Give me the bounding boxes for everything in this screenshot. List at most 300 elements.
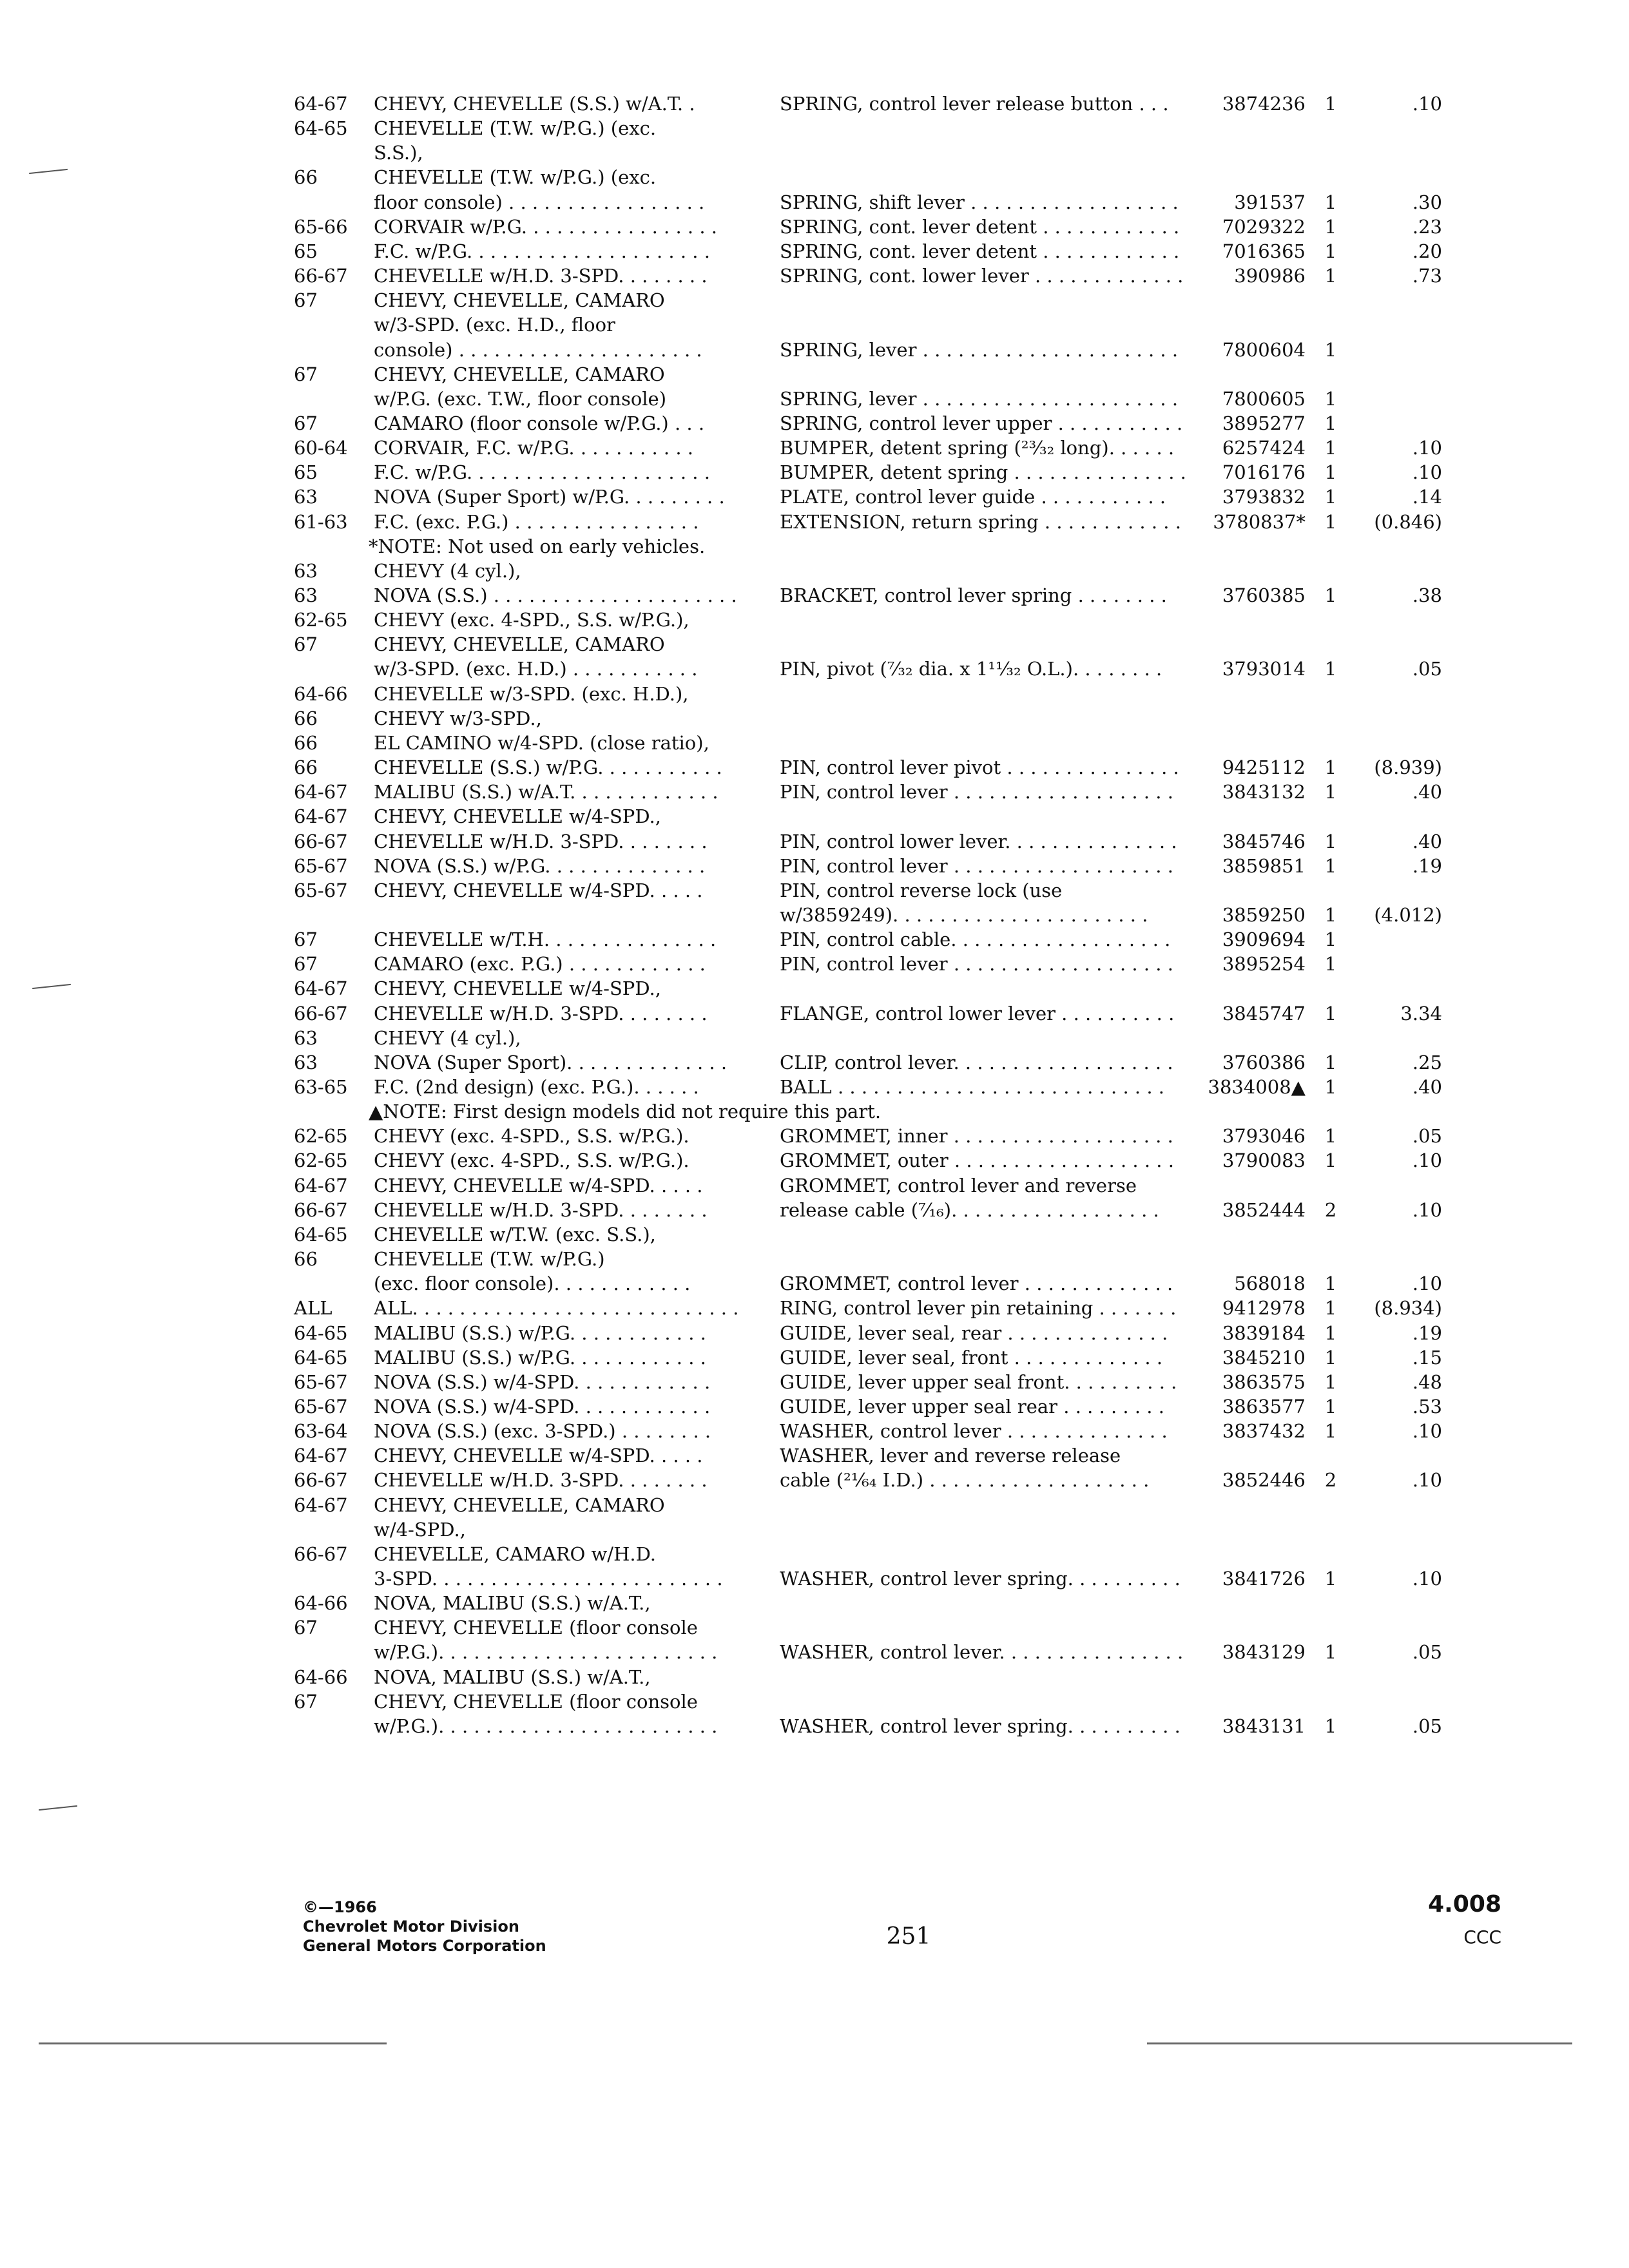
section-subcode: CCC xyxy=(1463,1927,1501,1948)
model-cell: CHEVY, CHEVELLE (S.S.) w/A.T. . xyxy=(374,93,695,115)
margin-mark xyxy=(39,1805,77,1811)
year-cell: 64-65 xyxy=(294,1322,348,1344)
price-cell: .40 xyxy=(1412,781,1442,803)
price-cell: .10 xyxy=(1412,437,1442,459)
year-cell: 67 xyxy=(294,633,318,655)
description-cell: SPRING, lever . . . . . . . . . . . . . . . . . . . . . . xyxy=(780,388,1179,410)
model-cell: CORVAIR w/P.G. . . . . . . . . . . . . . . . . xyxy=(374,216,717,238)
year-cell: 66-67 xyxy=(294,1469,348,1491)
table-row xyxy=(0,239,1629,264)
quantity-cell: 1 xyxy=(1324,855,1337,877)
year-cell: 66 xyxy=(294,732,318,754)
table-row xyxy=(0,1222,1629,1247)
quantity-cell: 1 xyxy=(1324,1371,1337,1393)
quantity-cell: 1 xyxy=(1324,461,1337,483)
part-number-cell: 3874236 xyxy=(1222,93,1306,115)
quantity-cell: 1 xyxy=(1324,216,1337,238)
model-cell: NOVA, MALIBU (S.S.) w/A.T., xyxy=(374,1592,651,1614)
description-cell: CLIP, control lever. . . . . . . . . . . . . . . . . . . xyxy=(780,1052,1173,1073)
description-cell: cable (²¹⁄₆₄ I.D.) . . . . . . . . . . . . . . . . . . . xyxy=(780,1469,1150,1491)
year-cell: 63-64 xyxy=(294,1420,348,1442)
part-number-cell: 6257424 xyxy=(1222,437,1306,459)
quantity-cell: 1 xyxy=(1324,584,1337,606)
copyright-line: ©—1966 xyxy=(303,1898,377,1916)
table-row xyxy=(0,632,1629,657)
model-cell: F.C. (2nd design) (exc. P.G.). . . . . . xyxy=(374,1076,699,1098)
quantity-cell: 1 xyxy=(1324,240,1337,262)
description-cell: PIN, pivot (⁷⁄₃₂ dia. x 1¹¹⁄₃₂ O.L.). . . . . . . . xyxy=(780,658,1162,680)
model-cell: CHEVELLE (T.W. w/P.G.) xyxy=(374,1248,605,1270)
table-row xyxy=(0,755,1629,780)
quantity-cell: 1 xyxy=(1324,1322,1337,1344)
table-row xyxy=(0,387,1629,411)
year-cell: 64-67 xyxy=(294,1445,348,1466)
table-row xyxy=(0,165,1629,189)
table-row xyxy=(0,1566,1629,1591)
part-number-cell: 3843132 xyxy=(1222,781,1306,803)
price-cell: .15 xyxy=(1412,1347,1442,1369)
year-cell: 64-67 xyxy=(294,93,348,115)
year-cell: 63-65 xyxy=(294,1076,348,1098)
price-cell: .30 xyxy=(1412,191,1442,213)
year-cell: 64-67 xyxy=(294,1175,348,1196)
price-cell: .10 xyxy=(1412,1273,1442,1294)
model-cell: CHEVY (exc. 4-SPD., S.S. w/P.G.). xyxy=(374,1125,689,1147)
table-row xyxy=(0,1493,1629,1517)
year-cell: 66 xyxy=(294,707,318,729)
price-cell: .05 xyxy=(1412,1715,1442,1737)
model-cell: w/3-SPD. (exc. H.D.) . . . . . . . . . . . xyxy=(374,658,698,680)
price-cell: .10 xyxy=(1412,1568,1442,1590)
year-cell: 65-67 xyxy=(294,1396,348,1418)
model-cell: F.C. (exc. P.G.) . . . . . . . . . . . . . . . . xyxy=(374,511,699,533)
model-cell: CHEVELLE (T.W. w/P.G.) (exc. xyxy=(374,166,657,188)
quantity-cell: 2 xyxy=(1324,1469,1337,1491)
price-cell: .40 xyxy=(1412,831,1442,852)
part-number-cell: 3793046 xyxy=(1222,1125,1306,1147)
table-row xyxy=(0,927,1629,952)
bottom-rule-left xyxy=(39,2042,387,2044)
year-cell: 63 xyxy=(294,1027,318,1049)
year-cell: 67 xyxy=(294,1617,318,1639)
model-cell: CHEVELLE (T.W. w/P.G.) (exc. xyxy=(374,117,657,139)
model-cell: w/P.G.). . . . . . . . . . . . . . . . . . . . . . . . xyxy=(374,1641,718,1663)
table-row xyxy=(0,1148,1629,1173)
table-row xyxy=(0,1271,1629,1296)
price-cell: .38 xyxy=(1412,584,1442,606)
quantity-cell: 1 xyxy=(1324,1297,1337,1319)
table-row xyxy=(0,288,1629,312)
table-row xyxy=(0,1419,1629,1443)
model-cell: console) . . . . . . . . . . . . . . . . . . . . . xyxy=(374,339,702,361)
year-cell: 66 xyxy=(294,756,318,778)
description-cell: PIN, control lever . . . . . . . . . . . . . . . . . . . xyxy=(780,855,1173,877)
model-cell: NOVA (S.S.) w/4-SPD. . . . . . . . . . . . xyxy=(374,1396,711,1418)
description-cell: GROMMET, outer . . . . . . . . . . . . . . . . . . . xyxy=(780,1149,1174,1171)
quantity-cell: 1 xyxy=(1324,1347,1337,1369)
description-cell: GUIDE, lever upper seal front. . . . . . . . . . xyxy=(780,1371,1177,1393)
table-row xyxy=(0,1345,1629,1370)
model-cell: CHEVELLE w/H.D. 3-SPD. . . . . . . . xyxy=(374,1003,708,1024)
table-row xyxy=(0,608,1629,632)
table-row xyxy=(0,436,1629,460)
model-cell: NOVA (Super Sport). . . . . . . . . . . . . . xyxy=(374,1052,728,1073)
part-number-cell: 3760386 xyxy=(1222,1052,1306,1073)
year-cell: 63 xyxy=(294,584,318,606)
table-row xyxy=(0,116,1629,140)
table-row xyxy=(0,731,1629,755)
quantity-cell: 1 xyxy=(1324,1396,1337,1418)
table-row xyxy=(0,952,1629,976)
part-number-cell: 9425112 xyxy=(1222,756,1306,778)
model-cell: CHEVY, CHEVELLE w/4-SPD., xyxy=(374,805,661,827)
table-row xyxy=(0,1001,1629,1026)
part-number-cell: 3793832 xyxy=(1222,486,1306,508)
model-cell: MALIBU (S.S.) w/A.T. . . . . . . . . . . . . xyxy=(374,781,718,803)
model-cell: CHEVY (exc. 4-SPD., S.S. w/P.G.), xyxy=(374,609,689,631)
price-cell: .10 xyxy=(1412,1149,1442,1171)
quantity-cell: 1 xyxy=(1324,831,1337,852)
year-cell: 66-67 xyxy=(294,1199,348,1221)
table-row xyxy=(0,1247,1629,1271)
year-cell: 62-65 xyxy=(294,1149,348,1171)
price-cell: .10 xyxy=(1412,1420,1442,1442)
part-number-cell: 3841726 xyxy=(1222,1568,1306,1590)
quantity-cell: 1 xyxy=(1324,1003,1337,1024)
year-cell: 66-67 xyxy=(294,831,348,852)
description-cell: w/3859249). . . . . . . . . . . . . . . . . . . . . . xyxy=(780,904,1148,926)
quantity-cell: 1 xyxy=(1324,339,1337,361)
note-text: ▲NOTE: First design models did not require this part. xyxy=(369,1100,882,1122)
year-cell: 67 xyxy=(294,289,318,311)
year-cell: 66-67 xyxy=(294,265,348,287)
table-row xyxy=(0,657,1629,681)
model-cell: CHEVY w/3-SPD., xyxy=(374,707,542,729)
year-cell: 65-67 xyxy=(294,1371,348,1393)
model-cell: NOVA (Super Sport) w/P.G. . . . . . . . . xyxy=(374,486,725,508)
description-cell: WASHER, lever and reverse release xyxy=(780,1445,1121,1466)
price-cell: .14 xyxy=(1412,486,1442,508)
table-row xyxy=(0,264,1629,288)
model-cell: F.C. w/P.G. . . . . . . . . . . . . . . . . . . . . xyxy=(374,240,710,262)
description-cell: BUMPER, detent spring (²³⁄₃₂ long). . . . . . xyxy=(780,437,1175,459)
year-cell: 66-67 xyxy=(294,1003,348,1024)
price-cell: .05 xyxy=(1412,1641,1442,1663)
table-row xyxy=(0,1370,1629,1394)
price-cell: .40 xyxy=(1412,1076,1442,1098)
description-cell: FLANGE, control lower lever . . . . . . . . . . xyxy=(780,1003,1175,1024)
table-row xyxy=(0,1665,1629,1689)
price-cell: .19 xyxy=(1412,1322,1442,1344)
price-cell: .53 xyxy=(1412,1396,1442,1418)
description-cell: GROMMET, control lever . . . . . . . . . . . . . xyxy=(780,1273,1173,1294)
table-row xyxy=(0,706,1629,731)
model-cell: CHEVY, CHEVELLE w/4-SPD. . . . . xyxy=(374,879,703,901)
publisher-block xyxy=(303,1898,546,1956)
model-cell: CAMARO (exc. P.G.) . . . . . . . . . . . . xyxy=(374,953,706,975)
model-cell: CHEVY, CHEVELLE, CAMARO xyxy=(374,633,665,655)
table-row xyxy=(0,780,1629,804)
table-row xyxy=(0,460,1629,485)
model-cell: CHEVY (exc. 4-SPD., S.S. w/P.G.). xyxy=(374,1149,689,1171)
quantity-cell: 1 xyxy=(1324,1420,1337,1442)
price-cell: .10 xyxy=(1412,1199,1442,1221)
table-row xyxy=(0,91,1629,116)
quantity-cell: 1 xyxy=(1324,953,1337,975)
note-row xyxy=(0,534,1629,559)
quantity-cell: 1 xyxy=(1324,1149,1337,1171)
year-cell: 64-65 xyxy=(294,117,348,139)
year-cell: 67 xyxy=(294,363,318,385)
description-cell: GROMMET, control lever and reverse xyxy=(780,1175,1137,1196)
description-cell: PIN, control lever . . . . . . . . . . . . . . . . . . . xyxy=(780,953,1173,975)
price-cell: .19 xyxy=(1412,855,1442,877)
model-cell: CHEVELLE w/H.D. 3-SPD. . . . . . . . xyxy=(374,1469,708,1491)
description-cell: BALL . . . . . . . . . . . . . . . . . . . . . . . . . . . . xyxy=(780,1076,1164,1098)
quantity-cell: 1 xyxy=(1324,1568,1337,1590)
description-cell: GUIDE, lever upper seal rear . . . . . . . . . xyxy=(780,1396,1164,1418)
model-cell: CHEVY (4 cyl.), xyxy=(374,1027,521,1049)
table-row xyxy=(0,559,1629,583)
part-number-cell: 3859851 xyxy=(1222,855,1306,877)
quantity-cell: 2 xyxy=(1324,1199,1337,1221)
model-cell: MALIBU (S.S.) w/P.G. . . . . . . . . . . . xyxy=(374,1322,706,1344)
table-row xyxy=(0,190,1629,215)
price-cell: .20 xyxy=(1412,240,1442,262)
part-number-cell: 3845210 xyxy=(1222,1347,1306,1369)
table-row xyxy=(0,1714,1629,1738)
part-number-cell: 3852444 xyxy=(1222,1199,1306,1221)
part-number-cell: 391537 xyxy=(1234,191,1306,213)
table-row xyxy=(0,312,1629,337)
model-cell: S.S.), xyxy=(374,142,423,164)
price-cell: .25 xyxy=(1412,1052,1442,1073)
table-row xyxy=(0,411,1629,436)
table-row xyxy=(0,1198,1629,1222)
table-row xyxy=(0,1026,1629,1050)
part-number-cell: 7016176 xyxy=(1222,461,1306,483)
table-row xyxy=(0,1615,1629,1640)
part-number-cell: 7800605 xyxy=(1222,388,1306,410)
part-number-cell: 7800604 xyxy=(1222,339,1306,361)
table-row xyxy=(0,1689,1629,1714)
year-cell: 64-67 xyxy=(294,805,348,827)
year-cell: 67 xyxy=(294,928,318,950)
description-cell: BRACKET, control lever spring . . . . . . . . xyxy=(780,584,1167,606)
year-cell: 64-67 xyxy=(294,781,348,803)
price-cell: (4.012) xyxy=(1374,904,1442,926)
model-cell: CHEVY, CHEVELLE, CAMARO xyxy=(374,1494,665,1516)
price-cell: .05 xyxy=(1412,1125,1442,1147)
model-cell: CHEVELLE w/T.H. . . . . . . . . . . . . . . xyxy=(374,928,717,950)
model-cell: CHEVY, CHEVELLE w/4-SPD., xyxy=(374,977,661,999)
description-cell: SPRING, control lever upper . . . . . . . . . . . xyxy=(780,412,1183,434)
year-cell: 67 xyxy=(294,953,318,975)
model-cell: CHEVELLE w/H.D. 3-SPD. . . . . . . . xyxy=(374,831,708,852)
year-cell: 67 xyxy=(294,412,318,434)
year-cell: 67 xyxy=(294,1691,318,1713)
description-cell: WASHER, control lever spring. . . . . . . . . . xyxy=(780,1568,1181,1590)
model-cell: CHEVELLE (S.S.) w/P.G. . . . . . . . . . . xyxy=(374,756,722,778)
price-cell: (8.939) xyxy=(1374,756,1442,778)
part-number-cell: 7029322 xyxy=(1222,216,1306,238)
description-cell: EXTENSION, return spring . . . . . . . . . . . . xyxy=(780,511,1181,533)
model-cell: CHEVELLE, CAMARO w/H.D. xyxy=(374,1543,657,1565)
table-row xyxy=(0,878,1629,903)
table-row xyxy=(0,1443,1629,1468)
model-cell: w/3-SPD. (exc. H.D., floor xyxy=(374,314,615,336)
model-cell: ALL. . . . . . . . . . . . . . . . . . . . . . . . . . . . xyxy=(374,1297,739,1319)
description-cell: PIN, control lower lever. . . . . . . . . . . . . . . xyxy=(780,831,1177,852)
description-cell: SPRING, control lever release button . . . xyxy=(780,93,1169,115)
year-cell: 66 xyxy=(294,1248,318,1270)
model-cell: CHEVY, CHEVELLE w/4-SPD. . . . . xyxy=(374,1445,703,1466)
model-cell: MALIBU (S.S.) w/P.G. . . . . . . . . . . . xyxy=(374,1347,706,1369)
part-number-cell: 568018 xyxy=(1234,1273,1306,1294)
quantity-cell: 1 xyxy=(1324,265,1337,287)
part-number-cell: 9412978 xyxy=(1222,1297,1306,1319)
table-row xyxy=(0,362,1629,387)
description-cell: PLATE, control lever guide . . . . . . . . . . . xyxy=(780,486,1166,508)
year-cell: 64-66 xyxy=(294,1592,348,1614)
model-cell: CHEVELLE w/T.W. (exc. S.S.), xyxy=(374,1224,656,1245)
model-cell: NOVA (S.S.) . . . . . . . . . . . . . . . . . . . . . xyxy=(374,584,737,606)
price-cell: .48 xyxy=(1412,1371,1442,1393)
quantity-cell: 1 xyxy=(1324,437,1337,459)
part-number-cell: 3859250 xyxy=(1222,904,1306,926)
table-row xyxy=(0,215,1629,239)
part-number-cell: 3863575 xyxy=(1222,1371,1306,1393)
bottom-rule-right xyxy=(1147,2042,1572,2044)
price-cell: (8.934) xyxy=(1374,1297,1442,1319)
table-row xyxy=(0,1321,1629,1345)
table-row xyxy=(0,804,1629,829)
table-row xyxy=(0,1542,1629,1566)
description-cell: WASHER, control lever . . . . . . . . . . . . . . xyxy=(780,1420,1168,1442)
model-cell: CHEVY, CHEVELLE, CAMARO xyxy=(374,363,665,385)
quantity-cell: 1 xyxy=(1324,93,1337,115)
page-number: 251 xyxy=(886,1923,931,1950)
table-row xyxy=(0,510,1629,534)
model-cell: F.C. w/P.G. . . . . . . . . . . . . . . . . . . . . xyxy=(374,461,710,483)
description-cell: WASHER, control lever. . . . . . . . . . . . . . . . xyxy=(780,1641,1184,1663)
table-row xyxy=(0,1296,1629,1320)
description-cell: SPRING, cont. lever detent . . . . . . . . . . . . xyxy=(780,240,1180,262)
year-cell: 64-66 xyxy=(294,683,348,705)
year-cell: 65-66 xyxy=(294,216,348,238)
table-row xyxy=(0,583,1629,608)
table-row xyxy=(0,1173,1629,1198)
table-row xyxy=(0,1050,1629,1075)
year-cell: 60-64 xyxy=(294,437,348,459)
division-line: Chevrolet Motor Division xyxy=(303,1917,519,1936)
price-cell: 3.34 xyxy=(1400,1003,1442,1024)
quantity-cell: 1 xyxy=(1324,1076,1337,1098)
year-cell: 63 xyxy=(294,486,318,508)
year-cell: ALL xyxy=(294,1297,333,1319)
quantity-cell: 1 xyxy=(1324,1125,1337,1147)
part-number-cell: 3895277 xyxy=(1222,412,1306,434)
table-row xyxy=(0,903,1629,927)
year-cell: 65-67 xyxy=(294,879,348,901)
part-number-cell: 3780837* xyxy=(1213,511,1306,533)
quantity-cell: 1 xyxy=(1324,756,1337,778)
quantity-cell: 1 xyxy=(1324,412,1337,434)
model-cell: CHEVY, CHEVELLE (floor console xyxy=(374,1691,698,1713)
section-code: 4.008 xyxy=(1428,1891,1501,1917)
price-cell: .10 xyxy=(1412,1469,1442,1491)
year-cell: 65 xyxy=(294,461,318,483)
description-cell: PIN, control reverse lock (use xyxy=(780,879,1063,901)
quantity-cell: 1 xyxy=(1324,191,1337,213)
model-cell: CHEVY, CHEVELLE (floor console xyxy=(374,1617,698,1639)
model-cell: CAMARO (floor console w/P.G.) . . . xyxy=(374,412,705,434)
part-number-cell: 3790083 xyxy=(1222,1149,1306,1171)
part-number-cell: 3839184 xyxy=(1222,1322,1306,1344)
note-text: *NOTE: Not used on early vehicles. xyxy=(369,535,706,557)
description-cell: release cable (⁷⁄₁₆). . . . . . . . . . . . . . . . . . xyxy=(780,1199,1159,1221)
table-row xyxy=(0,485,1629,509)
model-cell: w/P.G.). . . . . . . . . . . . . . . . . . . . . . . . xyxy=(374,1715,718,1737)
note-row xyxy=(0,1099,1629,1124)
quantity-cell: 1 xyxy=(1324,658,1337,680)
quantity-cell: 1 xyxy=(1324,781,1337,803)
year-cell: 64-66 xyxy=(294,1666,348,1688)
year-cell: 65 xyxy=(294,240,318,262)
model-cell: CORVAIR, F.C. w/P.G. . . . . . . . . . . xyxy=(374,437,693,459)
description-cell: PIN, control lever . . . . . . . . . . . . . . . . . . . xyxy=(780,781,1173,803)
quantity-cell: 1 xyxy=(1324,1052,1337,1073)
description-cell: PIN, control lever pivot . . . . . . . . . . . . . . . xyxy=(780,756,1179,778)
model-cell: CHEVY (4 cyl.), xyxy=(374,560,521,582)
table-row xyxy=(0,1591,1629,1615)
quantity-cell: 1 xyxy=(1324,904,1337,926)
model-cell: EL CAMINO w/4-SPD. (close ratio), xyxy=(374,732,709,754)
part-number-cell: 3793014 xyxy=(1222,658,1306,680)
price-cell: .23 xyxy=(1412,216,1442,238)
quantity-cell: 1 xyxy=(1324,1641,1337,1663)
table-row xyxy=(0,1075,1629,1099)
part-number-cell: 3760385 xyxy=(1222,584,1306,606)
table-row xyxy=(0,976,1629,1001)
model-cell: CHEVELLE w/H.D. 3-SPD. . . . . . . . xyxy=(374,1199,708,1221)
year-cell: 62-65 xyxy=(294,609,348,631)
part-number-cell: 3843129 xyxy=(1222,1641,1306,1663)
part-number-cell: 390986 xyxy=(1234,265,1306,287)
model-cell: NOVA, MALIBU (S.S.) w/A.T., xyxy=(374,1666,651,1688)
quantity-cell: 1 xyxy=(1324,1715,1337,1737)
part-number-cell: 7016365 xyxy=(1222,240,1306,262)
description-cell: WASHER, control lever spring. . . . . . . . . . xyxy=(780,1715,1181,1737)
quantity-cell: 1 xyxy=(1324,1273,1337,1294)
part-number-cell: 3909694 xyxy=(1222,928,1306,950)
model-cell: NOVA (S.S.) w/P.G. . . . . . . . . . . . . . xyxy=(374,855,706,877)
quantity-cell: 1 xyxy=(1324,486,1337,508)
year-cell: 63 xyxy=(294,1052,318,1073)
part-number-cell: 3852446 xyxy=(1222,1469,1306,1491)
price-cell: .10 xyxy=(1412,93,1442,115)
model-cell: CHEVY, CHEVELLE w/4-SPD. . . . . xyxy=(374,1175,703,1196)
part-number-cell: 3845747 xyxy=(1222,1003,1306,1024)
table-row xyxy=(0,1468,1629,1492)
model-cell: CHEVELLE w/H.D. 3-SPD. . . . . . . . xyxy=(374,265,708,287)
year-cell: 64-65 xyxy=(294,1224,348,1245)
part-number-cell: 3863577 xyxy=(1222,1396,1306,1418)
model-cell: NOVA (S.S.) w/4-SPD. . . . . . . . . . . . xyxy=(374,1371,711,1393)
year-cell: 62-65 xyxy=(294,1125,348,1147)
model-cell: w/P.G. (exc. T.W., floor console) xyxy=(374,388,667,410)
part-number-cell: 3834008▲ xyxy=(1208,1076,1306,1098)
